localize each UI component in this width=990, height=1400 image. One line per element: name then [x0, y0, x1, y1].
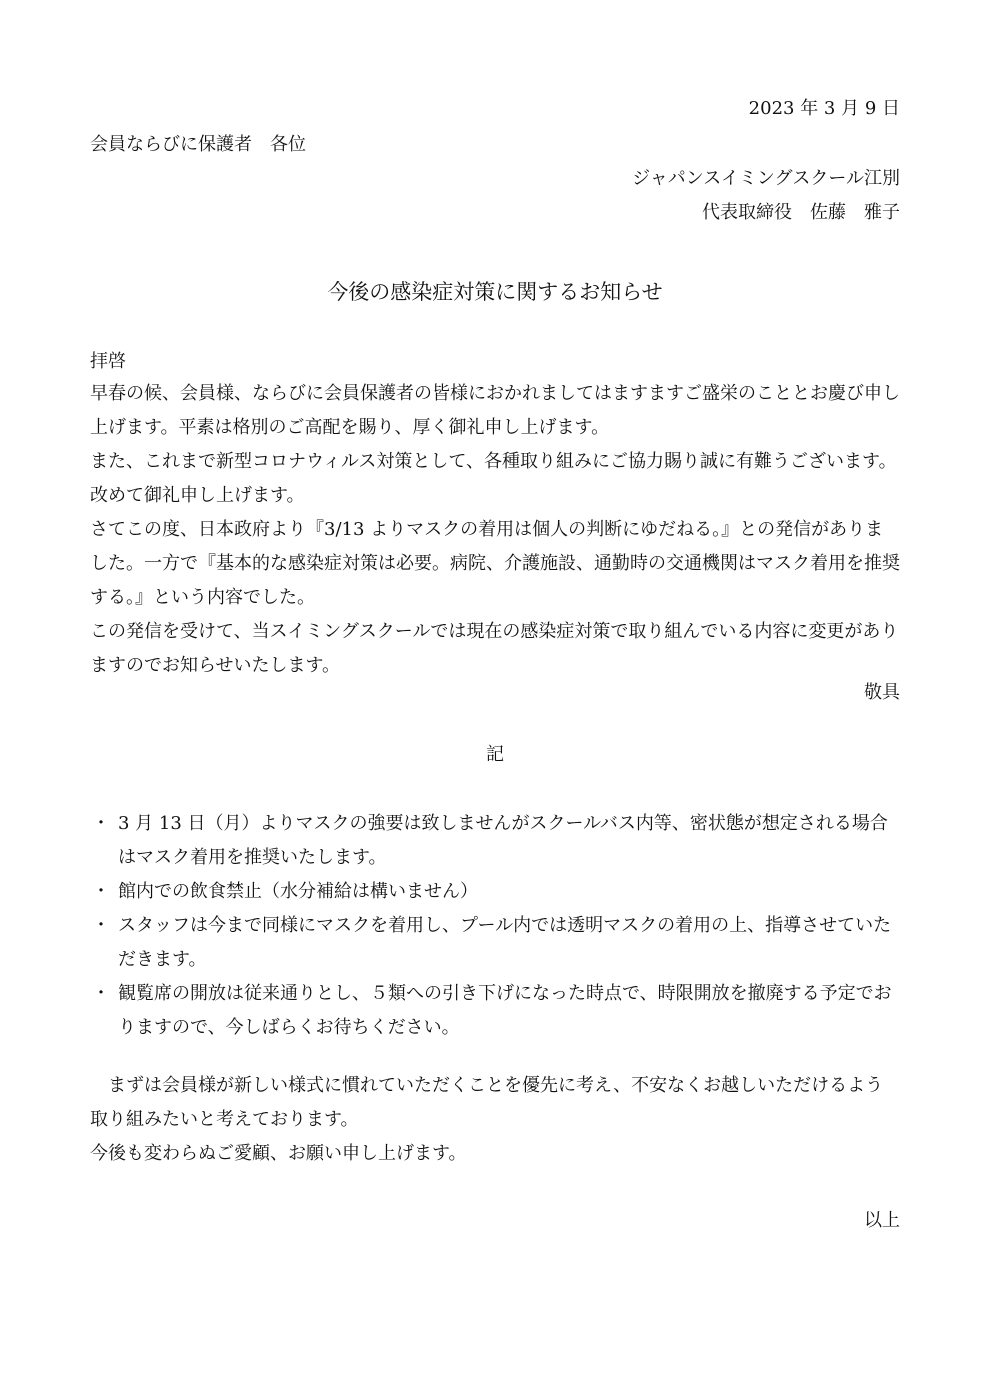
bullet-mark: ・ — [92, 813, 110, 834]
closing-request: 今後も変わらぬご愛顧、お願い申し上げます。 — [90, 1143, 467, 1164]
closing-paragraph: まずは会員様が新しい様式に慣れていただくことを優先に考え、不安なくお越しいただけるよう取り組みたいと考えております。 — [90, 1075, 884, 1130]
sender-organization: ジャパンスイミングスクール江別 — [632, 168, 900, 189]
body-paragraph-change-notice: この発信を受けて、当スイミングスクールでは現在の感染症対策で取り組んでいる内容に変更がありますのでお知らせいたします。 — [90, 621, 899, 676]
end-mark: 以上 — [864, 1210, 900, 1231]
opening-greeting: 拝啓 — [90, 351, 126, 372]
ki-heading: 記 — [486, 744, 504, 765]
body-paragraph-thanks: また、これまで新型コロナウィルス対策として、各種取り組みにご協力賜り誠に有難うございます。改めて御礼申し上げます。 — [90, 451, 897, 506]
recipient-line: 会員ならびに保護者 各位 — [90, 134, 306, 155]
bullet-mark: ・ — [92, 915, 110, 936]
bullet-mark: ・ — [92, 881, 110, 902]
list-item-text: 観覧席の開放は従来通りとし、５類への引き下げになった時点で、時限開放を撤廃する予定でおりますので、今しばらくお待ちください。 — [118, 983, 892, 1038]
document-title: 今後の感染症対策に関するお知らせ — [327, 280, 663, 304]
list-item — [90, 909, 900, 977]
list-item-text: 館内での飲食禁止（水分補給は構いません） — [118, 881, 478, 902]
closing-greeting: 敬具 — [864, 682, 900, 703]
list-item-text: 3 月 13 日（月）よりマスクの強要は致しませんがスクールバス内等、密状態が想定される場合はマスク着用を推奨いたします。 — [118, 813, 888, 868]
bullet-mark: ・ — [92, 983, 110, 1004]
body-paragraph-government-announcement: さてこの度、日本政府より『3/13 よりマスクの着用は個人の判断にゆだねる。』との発信がありました。一方で『基本的な感染症対策は必要。病院、介護施設、通勤時の交通機関はマスク着用を推奨する。』という内容でした。 — [90, 519, 900, 608]
document-date: 2023 年 3 月 9 日 — [748, 98, 900, 119]
notice-document — [90, 0, 900, 1400]
list-item — [90, 875, 900, 909]
sender-representative: 代表取締役 佐藤 雅子 — [702, 202, 900, 223]
list-item-text: スタッフは今まで同様にマスクを着用し、プール内では透明マスクの着用の上、指導させていただきます。 — [118, 915, 892, 970]
list-item — [90, 977, 900, 1045]
body-paragraph-season-greeting: 早春の候、会員様、ならびに会員保護者の皆様におかれましてはますますご盛栄のこととお慶び申し上げます。平素は格別のご高配を賜り、厚く御礼申し上げます。 — [90, 383, 900, 438]
list-item — [90, 807, 900, 875]
